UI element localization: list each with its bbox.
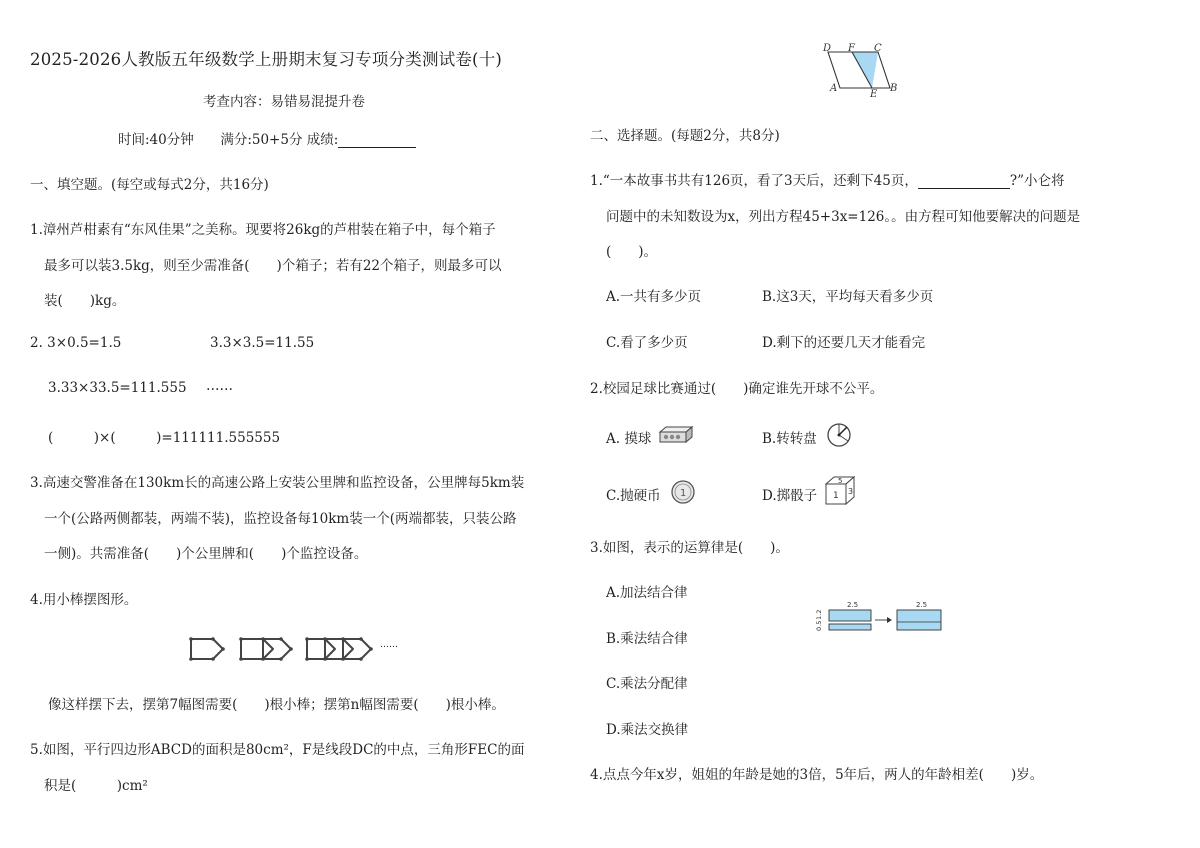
s1-q1-line3: 装( )kg。 (44, 293, 126, 309)
s1-q2-eq4: ( )×( )=111111.555555 (48, 430, 281, 446)
die-icon (824, 475, 856, 507)
page-title: 2025-2026人教版五年级数学上册期末复习专项分类测试卷(十) (30, 50, 503, 69)
full-score-label: 满分:50+5分 (220, 132, 303, 148)
die-side-face: 3 (848, 487, 854, 496)
label-f: F (848, 43, 855, 54)
s2-q1-line1-b: ?”小仑将 (1009, 173, 1065, 189)
die-top-face: 5 (838, 477, 843, 485)
label-d: D (823, 43, 832, 54)
s2-q1-option-d[interactable]: D.剩下的还要几天才能看完 (762, 335, 926, 351)
s1-q4-line2: 像这样摆下去，摆第7幅图需要( )根小棒；摆第n幅图需要( )根小棒。 (48, 697, 505, 713)
s1-q2-dots: …… (206, 378, 233, 394)
s2-q3-option-a[interactable]: A.加法结合律 (606, 585, 688, 601)
s1-q1-line1: 1.漳州芦柑素有“东风佳果”之美称。现要将26kg的芦柑装在箱子中，每个箱子 (30, 222, 496, 238)
label-e: E (870, 89, 878, 100)
section2-header: 二、选择题。(每题2分，共8分) (590, 128, 780, 144)
score-blank[interactable] (338, 147, 416, 148)
s2-q2-option-c[interactable]: C.抛硬币 (606, 488, 661, 504)
s1-q2-eq2: 3.3×3.5=11.55 (210, 335, 315, 351)
subtitle: 考查内容：易错易混提升卷 (203, 94, 365, 110)
s1-q3-line2: 一个(公路两侧都装，两端不装)，监控设备每10km装一个(两端都装，只装公路 (44, 511, 517, 527)
s2-q2-option-d[interactable]: D.掷骰子 (762, 488, 818, 504)
s2-q1-option-a[interactable]: A.一共有多少页 (606, 289, 702, 305)
svg-text:1: 1 (680, 488, 687, 499)
label-b: B (890, 83, 898, 94)
stick-figures (185, 634, 405, 664)
s1-q3-line1: 3.高速交警准备在130km长的高速公路上安装公里牌和监控设备，公里牌每5km装 (30, 475, 525, 491)
s2-q2-option-a[interactable]: A. 摸球 (606, 431, 652, 447)
s2-q1-option-c[interactable]: C.看了多少页 (606, 335, 688, 351)
s2-q4-stem: 4.点点今年x岁，姐姐的年龄是她的3倍，5年后，两人的年龄相差( )岁。 (590, 767, 1044, 783)
s1-q2-eq3: 3.33×33.5=111.555 (48, 380, 187, 396)
shaded-triangle-fec (852, 52, 878, 88)
s1-q3-line3: 一侧)。共需准备( )个公里牌和( )个监控设备。 (44, 546, 368, 562)
s1-q1-line2: 最多可以装3.5kg，则至少需准备( )个箱子；若有22个箱子，则最多可以 (44, 258, 502, 274)
area-model-figure (815, 598, 947, 638)
stick-figure-1 (191, 639, 223, 659)
exam-info (118, 128, 416, 148)
s2-q3-stem: 3.如图，表示的运算律是( )。 (590, 540, 789, 556)
s1-q5-line2: 积是( )cm² (44, 778, 148, 794)
die-front-face: 1 (833, 491, 839, 501)
area-model-label-side-2: 1.2 (815, 609, 823, 620)
section1-header: 一、填空题。(每空或每式2分，共16分) (30, 177, 269, 193)
s1-q5-line1: 5.如图，平行四边形ABCD的面积是80cm²，F是线段DC的中点，三角形FEC的面 (30, 742, 525, 758)
score-label: 成绩: (306, 132, 339, 148)
stick-figure-dots: …… (380, 640, 398, 650)
spinner-icon (826, 422, 852, 448)
time-label: 时间:40分钟 (118, 132, 194, 148)
s2-q2-option-b[interactable]: B.转转盘 (762, 431, 817, 447)
s2-q1-blank[interactable] (918, 188, 1010, 189)
s2-q1-option-b[interactable]: B.这3天，平均每天看多少页 (762, 289, 934, 305)
area-model-label-side-1: 0.5 (815, 620, 823, 631)
s1-q4-line1: 4.用小棒摆图形。 (30, 592, 138, 608)
s2-q1-line3: ( )。 (606, 244, 658, 260)
s2-q3-option-b[interactable]: B.乘法结合律 (606, 631, 688, 647)
s2-q1-line2: 问题中的未知数设为x，列出方程45+3x=126。。由方程可知他要解决的问题是 (606, 209, 1081, 225)
s2-q3-option-c[interactable]: C.乘法分配律 (606, 676, 688, 692)
coin-icon (670, 479, 696, 505)
s2-q2-stem: 2.校园足球比赛通过( )确定谁先开球不公平。 (590, 381, 884, 397)
stick-figure-2 (241, 639, 291, 659)
s2-q3-option-d[interactable]: D.乘法交换律 (606, 722, 689, 738)
s1-q2-eq1: 2. 3×0.5=1.5 (30, 335, 122, 351)
s2-q1-line1 (590, 169, 1064, 189)
label-c: C (874, 43, 882, 54)
area-model-label-top-right: 2.5 (916, 601, 928, 609)
parallelogram-figure (820, 42, 900, 100)
label-a: A (830, 83, 838, 94)
area-model-label-top-left: 2.5 (847, 601, 859, 609)
s2-q1-line1-a: 1.“一本故事书共有126页，看了3天后，还剩下45页， (590, 173, 918, 189)
ball-box-icon (658, 424, 694, 444)
stick-figure-3 (307, 639, 371, 659)
